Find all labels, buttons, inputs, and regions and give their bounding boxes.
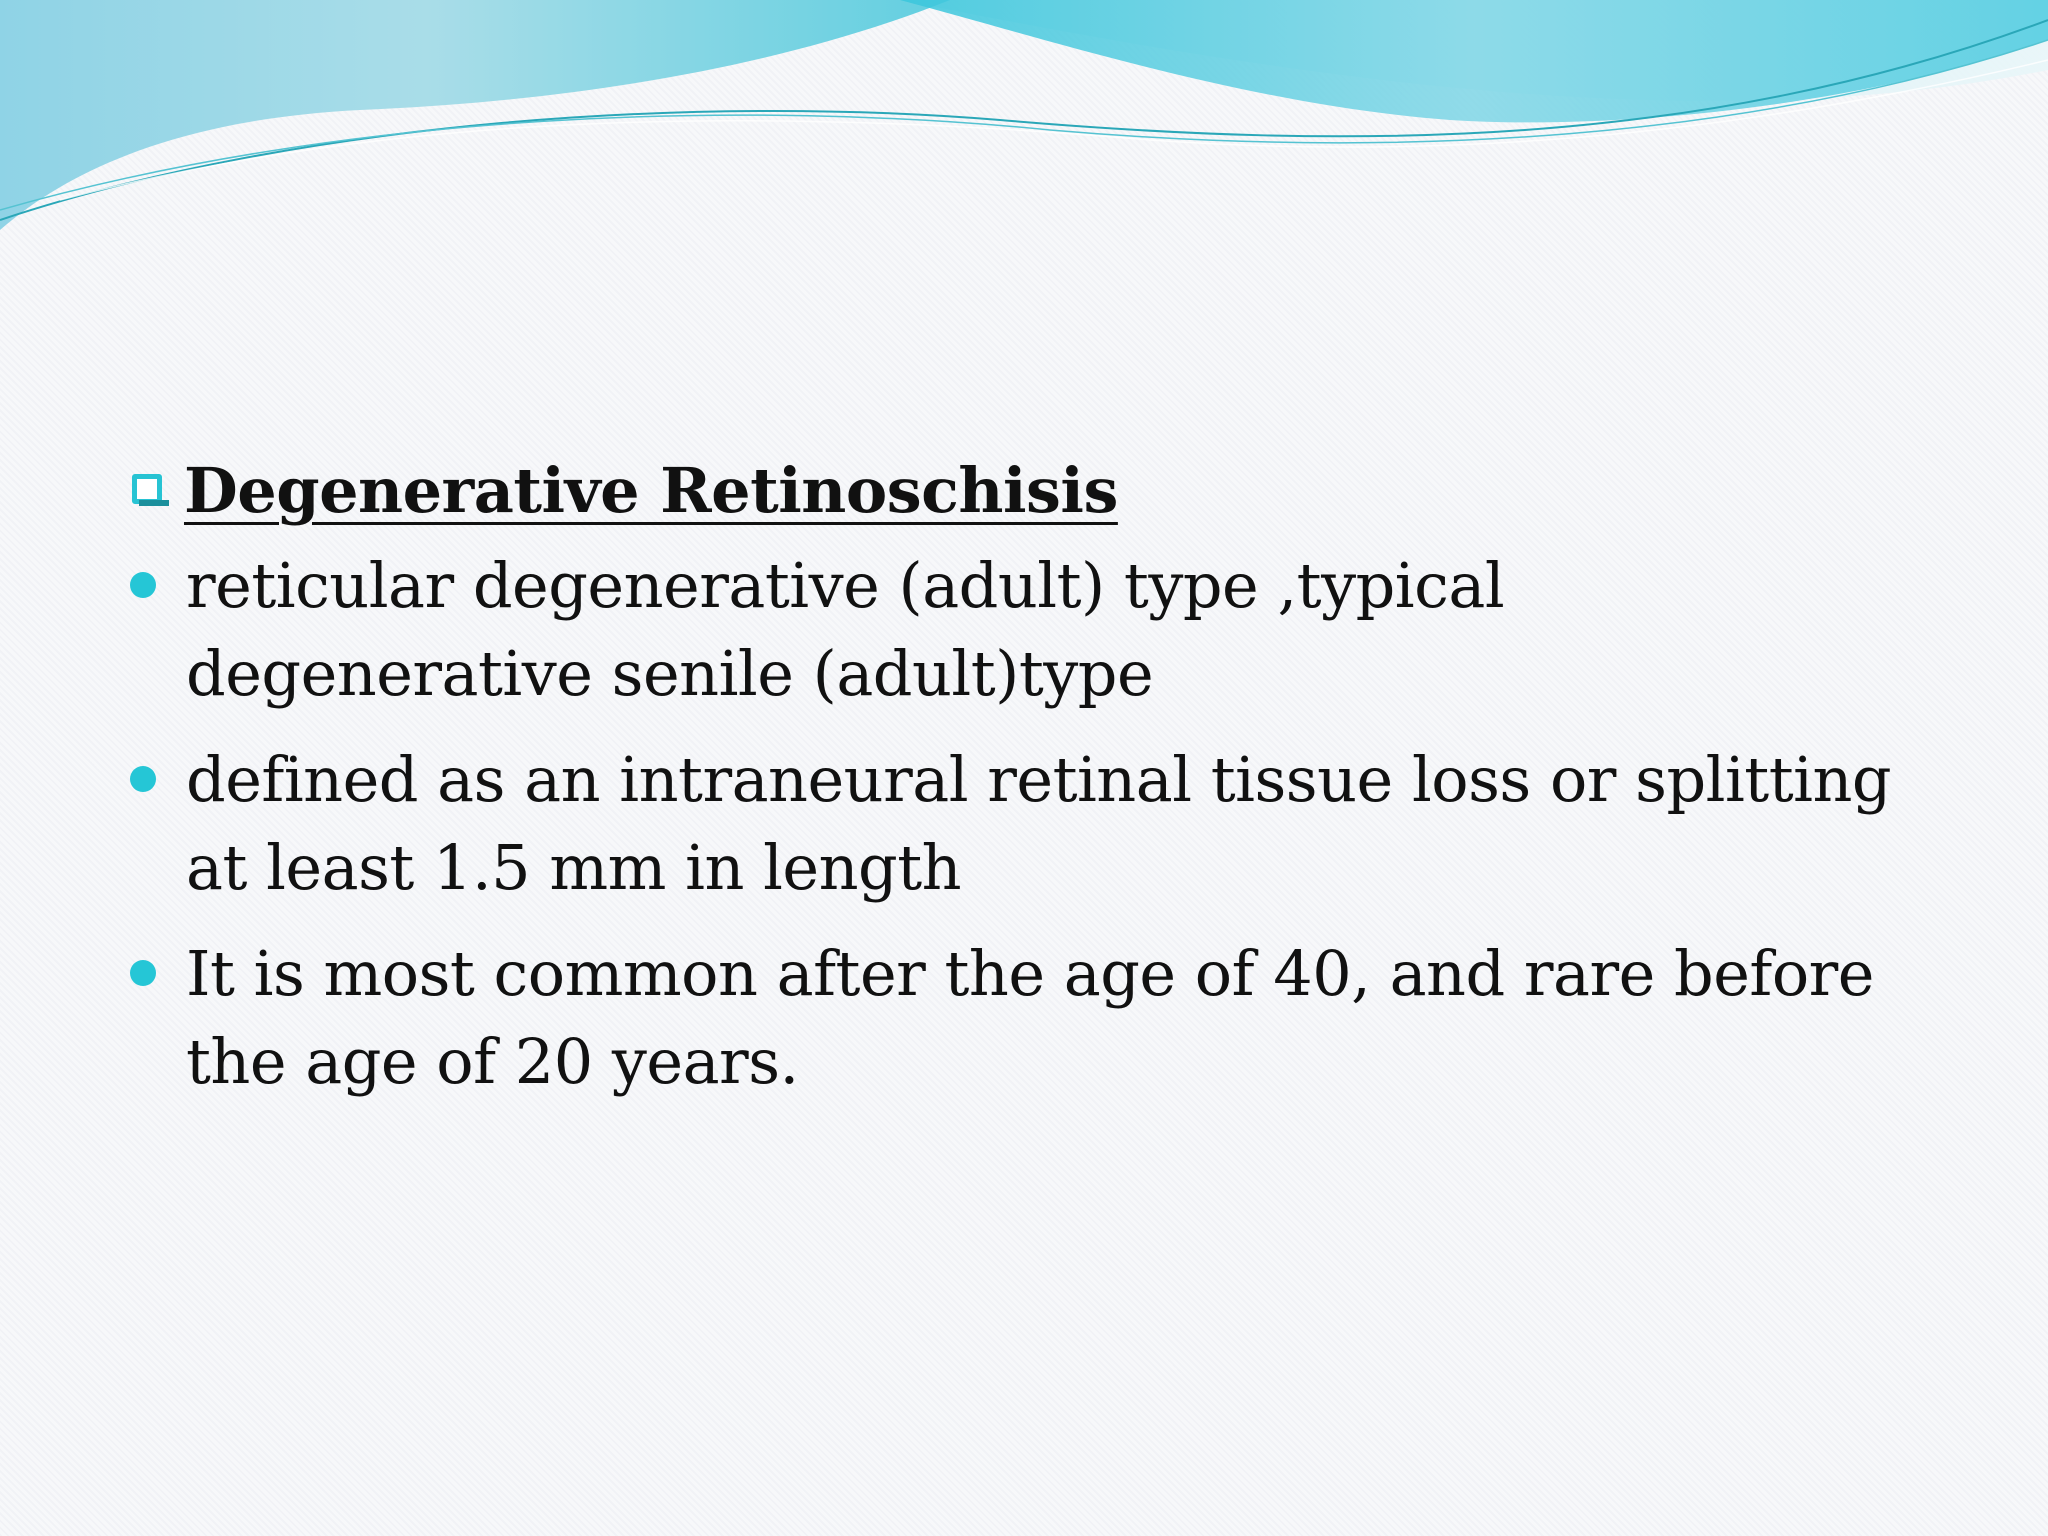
- bullet-text-line-2: degenerative senile (adult)type: [186, 637, 1154, 710]
- bullet-text-line-2: at least 1.5 mm in length: [186, 831, 962, 904]
- heading-row: [128, 448, 1968, 532]
- bullet-list: [128, 542, 1968, 1106]
- list-item: [128, 542, 2046, 718]
- bullet-dot-icon: [130, 766, 156, 792]
- bullet-text-line-1: defined as an intraneural retinal tissue loss or splitting: [186, 743, 1892, 816]
- checkbox-icon: [128, 448, 184, 532]
- list-item: [128, 930, 2046, 1106]
- bullet-text-line-1: reticular degenerative (adult) type ,typical: [186, 549, 1505, 622]
- header-wave-decoration: [0, 0, 2048, 240]
- wave-right: [900, 0, 2048, 122]
- slide-content: [128, 448, 1968, 1124]
- bullet-dot-icon: [130, 572, 156, 598]
- bullet-dot-icon: [130, 960, 156, 986]
- slide-heading: Degenerative Retinoschisis: [184, 453, 1118, 527]
- bullet-text-line-1: It is most common after the age of 40, and rare before: [186, 937, 1874, 1010]
- bullet-text-line-2: the age of 20 years.: [186, 1025, 799, 1098]
- list-item: [128, 736, 2046, 912]
